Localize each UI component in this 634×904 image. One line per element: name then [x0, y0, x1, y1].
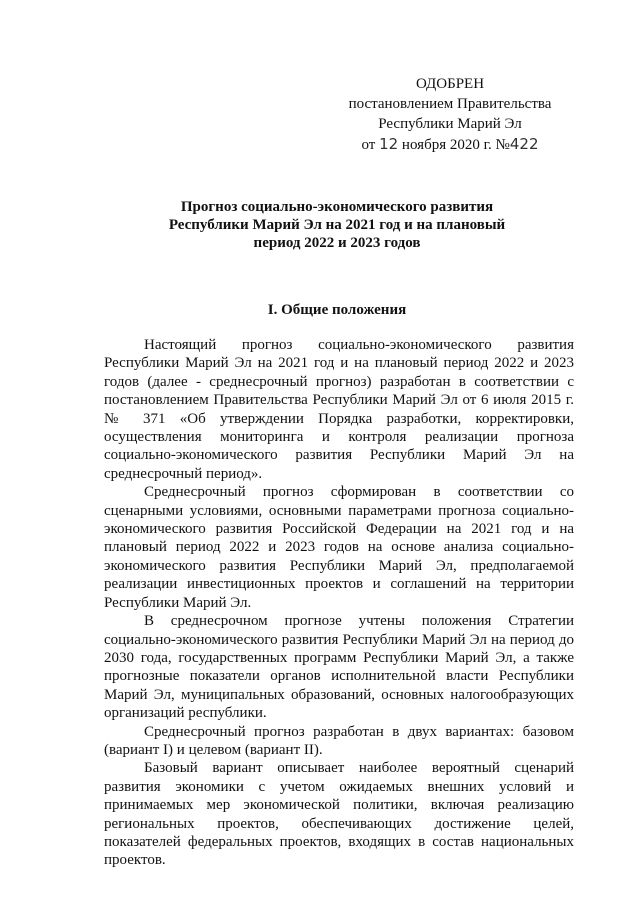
- approval-line-2: Республики Марий Эл: [378, 116, 522, 132]
- paragraph-3: В среднесрочном прогнозе учтены положения Стратегии социально-экономического развития Республики Марий Эл на период до 2030 года, государственных программ Республики Марий Эл, а также прогнозные показатели органов исполнительной власти Республики Марий Эл, муниципальных образований, основных налогообразующих организаций республики.: [104, 613, 574, 722]
- title-line-3: период 2022 и 2023 годов: [253, 235, 421, 251]
- paragraph-2: Среднесрочный прогноз сформирован в соответствии со сценарными условиями, основными параметрами прогноза социально-экономического развития Российской Федерации на 2021 год и на плановый период 2022 и 2023 годов на основе анализа социально-экономического развития Республики Марий Эл, предполагаемой реализации инвестиционных проектов и соглашений на территории Республики Марий Эл.: [104, 484, 574, 611]
- approval-number: 422: [509, 135, 539, 153]
- approval-heading: ОДОБРЕН: [415, 76, 485, 92]
- paragraph-5: Базовый вариант описывает наиболее вероятный сценарий развития экономики с учетом ожидаемых внешних условий и принимаемых мер экономической политики, включая реализацию региональных проектов, обеспечивающих достижение целей, показателей федеральных проектов, входящих в состав национальных проектов.: [104, 760, 574, 869]
- title-line-1: Прогноз социально-экономического развития: [180, 199, 494, 215]
- approval-date-line: [330, 134, 570, 155]
- section-heading: I. Общие положения: [267, 302, 407, 318]
- document-title: [100, 198, 574, 252]
- title-line-2: Республики Марий Эл на 2021 год и на плановый: [168, 217, 506, 233]
- approval-block: [330, 74, 570, 155]
- approval-date-prefix: от: [361, 137, 376, 153]
- paragraph-4: Среднесрочный прогноз разработан в двух вариантах: базовом (вариант I) и целевом (вариант II).: [104, 723, 574, 758]
- approval-date-day: 12: [379, 135, 399, 153]
- approval-line-1: постановлением Правительства: [348, 96, 552, 112]
- paragraph-1: Настоящий прогноз социально-экономического развития Республики Марий Эл на 2021 год и на плановый период 2022 и 2023 годов (далее - среднесрочный прогноз) разработан в соответствии с постановлением Правительства Республики Марий Эл от 6 июля 2015 г. № 371 «Об утверждении Порядка разработки, корректировки, осуществления мониторинга и контроля реализации прогноза социально-экономического развития Республики Марий Эл на среднесрочный период».: [104, 337, 574, 482]
- body-text: [104, 336, 574, 870]
- approval-date-rest: ноября 2020 г. №: [401, 137, 510, 153]
